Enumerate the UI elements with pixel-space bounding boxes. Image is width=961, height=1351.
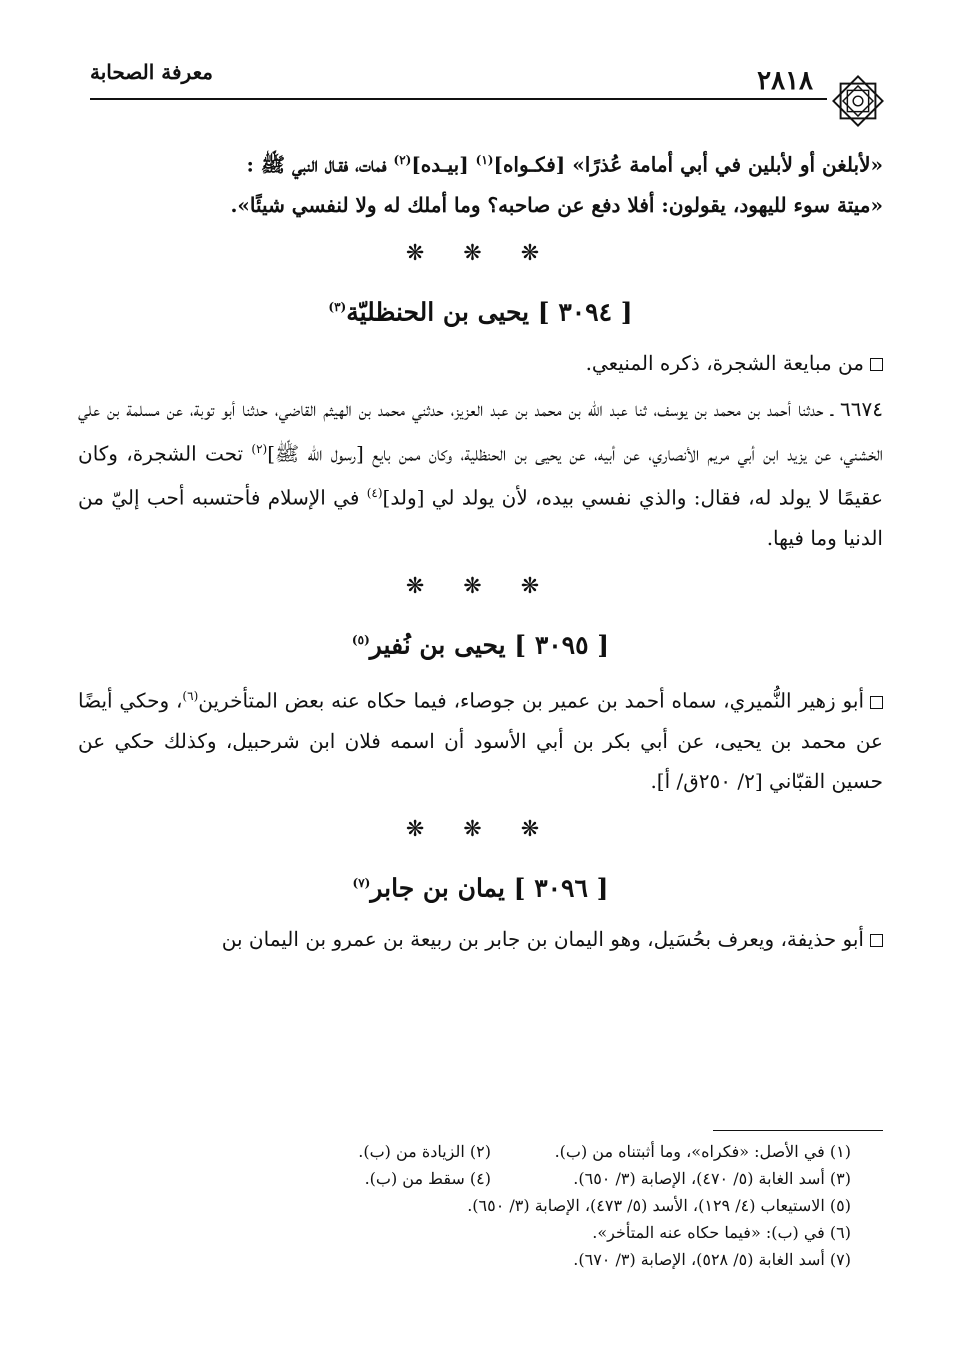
footnote-rule bbox=[713, 1130, 883, 1131]
footnote-5: (٥) الاستيعاب (٤/ ١٢٩)، الأسد (٥/ ٤٧٣)، الإصابة (٣/ ٦٥٠). bbox=[467, 1196, 851, 1215]
box-marker-icon bbox=[870, 696, 883, 709]
hadith-6674: ٦٦٧٤ ـ حدثنا أحمد بن محمد بن يوسف، ثنا عبد الله بن محمد بن عبد العزيز، حدثني محمد بن الهيثم القاضي، حدثنا أبو توبة، عن مسلمة بن علي الخشني، عن يزيد ابن أبي مريم الأنصاري، عن أبيه، عن يحيى بن الحنظلية، وكان ممن بايع [رسول الله ﷺ]$^{(٢)}$ تحت الشجرة، وكان عقيمًا لا يولد له، فقال: والذي نفسي بيده، لأن يولد لي [ولد]$^{(٤)}$ في الإسلام فأحتسبه أحب إليّ من الدنيا وما فيها. bbox=[78, 396, 883, 550]
footnote-3: (٣) أسد الغابة (٥/ ٤٧٠)، الإصابة (٣/ ٦٥٠). bbox=[573, 1169, 851, 1188]
footnote-2: (٢) الزيادة من (ب). bbox=[358, 1142, 491, 1161]
footnote-4: (٤) سقط من (ب). bbox=[364, 1169, 491, 1188]
section-separator: ❋ ❋ ❋ bbox=[405, 816, 556, 842]
header-rule bbox=[90, 98, 827, 100]
footnotes bbox=[120, 1138, 851, 1273]
entry-heading-3095: [ ٣٠٩٥ ] يحيى بن نُفير$^{(٥)}$ bbox=[351, 630, 610, 660]
quote-line-1: «لأبلغن أو لأبلين في أبي أمامة عُذرًا» [فكـواه]$^{(١)}$ [بيـده]$^{(٢)}$ فمات، فقـال النبي ﷺ : bbox=[246, 152, 883, 177]
octagon-ornament-icon bbox=[829, 72, 887, 130]
book-title: معرفة الصحابة bbox=[90, 60, 213, 84]
main-text bbox=[78, 140, 883, 959]
page-header bbox=[70, 58, 891, 108]
page-number: ٢٨١٨ bbox=[757, 66, 813, 96]
entry-intro-3094: من مبايعة الشجرة، ذكره المنيعي. bbox=[78, 343, 883, 383]
section-separator: ❋ ❋ ❋ bbox=[405, 240, 556, 266]
entry-heading-3094: [ ٣٠٩٤ ] يحيى بن الحنظليّة$^{(٣)}$ bbox=[328, 296, 633, 326]
box-marker-icon bbox=[870, 934, 883, 947]
box-marker-icon bbox=[870, 358, 883, 371]
entry-heading-3096: [ ٣٠٩٦ ] يمان بن جابر$^{(٧)}$ bbox=[352, 872, 609, 902]
section-separator: ❋ ❋ ❋ bbox=[405, 573, 556, 599]
footnote-7: (٧) أسد الغابة (٥/ ٥٢٨)، الإصابة (٣/ ٦٧٠). bbox=[573, 1250, 851, 1269]
quote-line-2: «ميتة سوء لليهود، يقولون: أفلا دفع عن صاحبه؟ وما أملك له ولا لنفسي شيئًا». bbox=[230, 192, 883, 217]
footnote-6: (٦) في (ب): «فيما حكاه عنه المتأخر». bbox=[592, 1223, 851, 1242]
entry-text-3095: أبو زهير النُّميري، سماه أحمد بن عمير بن جوصاء، فيما حكاه عنه بعض المتأخرين$^{(٦)}$، وحكي أيضًا عن محمد بن يحيى، عن أبي بكر بن أبي الأسود أن اسمه فلان ابن شرحبيل، وكذلك حكي عن حسين القبّاني [٢/ ٢٥٠ق/ أ]. bbox=[78, 688, 883, 793]
footnote-1: (١) في الأصل: «فكراه»، وما أثبتناه من (ب). bbox=[554, 1142, 851, 1161]
entry-text-3096: أبو حذيفة، ويعرف بحُسَيل، وهو اليمان بن جابر بن ربيعة بن عمرو بن اليمان بن bbox=[78, 919, 883, 959]
